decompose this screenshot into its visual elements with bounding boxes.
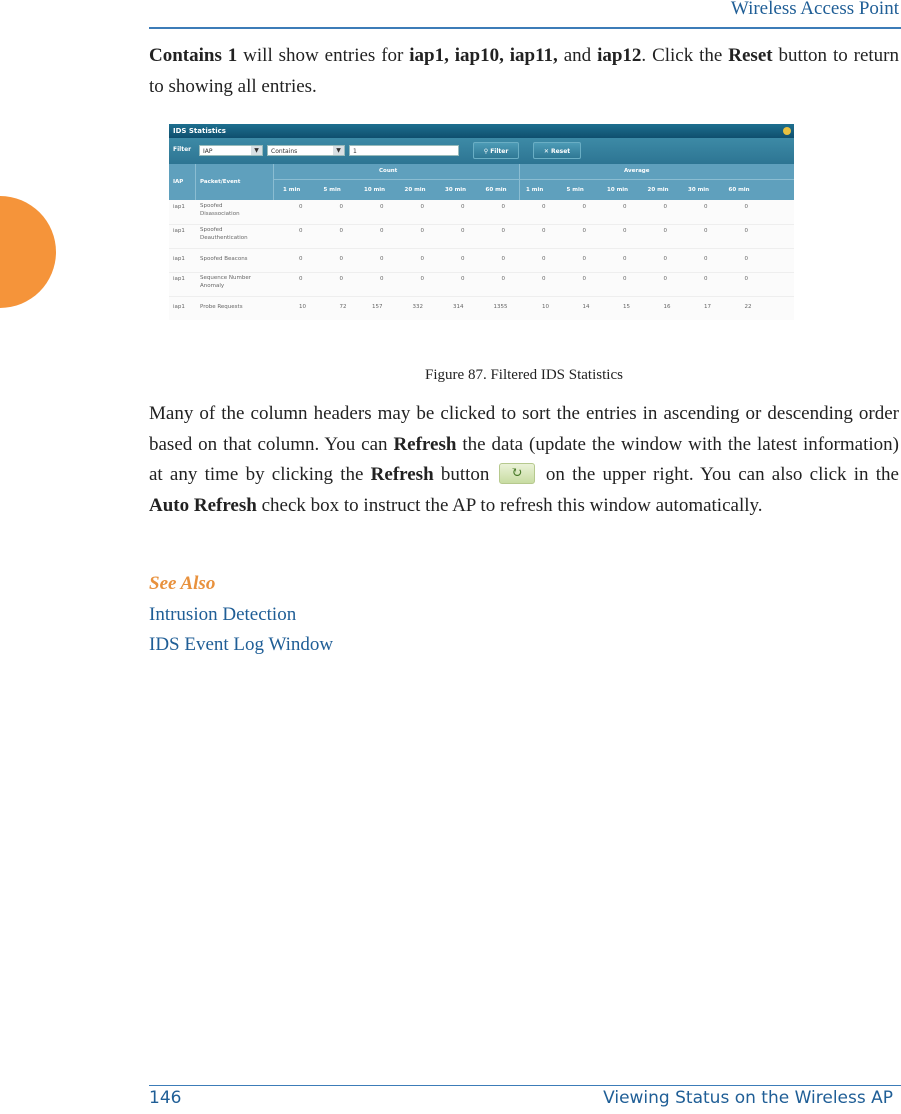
cell-value: 0 [582, 204, 586, 210]
cell-value: 0 [339, 276, 343, 282]
cell-value: 0 [299, 256, 303, 262]
table-row [169, 200, 794, 225]
window-title: IDS Statistics [173, 127, 226, 135]
header-iap[interactable]: IAP [173, 179, 184, 185]
cell-value: 0 [623, 228, 627, 234]
cell-value: 0 [663, 204, 667, 210]
filter-bar [169, 138, 794, 164]
filter-label: Filter [173, 146, 192, 153]
header-count: Count [379, 168, 398, 174]
cell-value: 0 [299, 204, 303, 210]
table-row [169, 272, 794, 297]
cell-event: Sequence Number [200, 275, 251, 281]
cell-value: 0 [704, 276, 708, 282]
filter-value-input[interactable] [349, 145, 459, 156]
header-packet-event[interactable]: Packet/Event [200, 179, 241, 185]
window-titlebar [169, 124, 794, 138]
cell-value: 0 [380, 204, 384, 210]
cell-value: 0 [582, 256, 586, 262]
figure-caption: Figure 87. Filtered IDS Statistics [425, 367, 623, 383]
cell-value: 0 [380, 256, 384, 262]
cell-value: 0 [623, 276, 627, 282]
chevron-down-icon: ▼ [333, 146, 344, 155]
cell-value: 0 [461, 204, 465, 210]
header-interval[interactable]: 60 min [728, 187, 750, 193]
text: will show entries for [237, 45, 410, 66]
bold-contains-1: Contains 1 [149, 45, 238, 66]
cell-value: 0 [461, 228, 465, 234]
cell-value: 0 [339, 256, 343, 262]
text: button [433, 464, 497, 485]
cell-value: 22 [744, 304, 752, 310]
cell-value: 0 [420, 256, 424, 262]
cell-value: 0 [542, 228, 546, 234]
refresh-icon[interactable] [783, 127, 791, 135]
cell-event: Spoofed [200, 203, 223, 209]
table-row [169, 248, 794, 273]
cell-value: 0 [704, 204, 708, 210]
cell-value: 0 [461, 276, 465, 282]
cell-value: 72 [339, 304, 347, 310]
cell-value: 0 [542, 276, 546, 282]
cell-value: 0 [299, 228, 303, 234]
cell-value: 0 [380, 276, 384, 282]
cell-event: Spoofed Beacons [200, 256, 248, 262]
search-icon: ⚲ [483, 148, 491, 155]
table-row [169, 224, 794, 249]
link-ids-event-log-window[interactable]: IDS Event Log Window [149, 634, 334, 655]
header-interval[interactable]: 1 min [283, 187, 301, 193]
cell-value: 15 [623, 304, 630, 310]
cell-event: Deauthentication [200, 235, 248, 241]
header-interval[interactable]: 5 min [566, 187, 584, 193]
cell-value: 1355 [493, 304, 508, 310]
cell-iap: iap1 [173, 256, 185, 262]
running-header-title: Wireless Access Point [730, 0, 899, 19]
cell-iap: iap1 [173, 204, 185, 210]
cell-value: 0 [663, 256, 667, 262]
cell-value: 0 [420, 276, 424, 282]
cell-value: 0 [623, 204, 627, 210]
cell-value: 0 [582, 228, 586, 234]
cell-value: 0 [663, 228, 667, 234]
text: the data (update the window with the latest information) at any time by clicking the [149, 433, 899, 485]
cell-value: 332 [412, 304, 423, 310]
divider [519, 164, 520, 200]
cell-event: Spoofed [200, 227, 223, 233]
cell-value: 314 [453, 304, 464, 310]
chapter-side-tab [0, 196, 56, 308]
header-interval[interactable]: 10 min [364, 187, 386, 193]
cell-value: 0 [501, 256, 505, 262]
intro-paragraph [149, 41, 899, 102]
see-also-heading: See Also [149, 573, 216, 594]
cell-value: 0 [704, 256, 708, 262]
header-interval[interactable]: 1 min [526, 187, 544, 193]
cell-value: 0 [339, 204, 343, 210]
cell-value: 0 [663, 276, 667, 282]
cell-value: 0 [744, 256, 748, 262]
header-interval[interactable]: 5 min [323, 187, 341, 193]
divider [195, 164, 196, 200]
filter-button[interactable] [473, 142, 519, 159]
header-interval[interactable]: 10 min [607, 187, 629, 193]
divider [273, 164, 274, 200]
cell-value: 0 [380, 228, 384, 234]
cell-value: 14 [582, 304, 590, 310]
reset-button[interactable] [533, 142, 581, 159]
cell-value: 0 [542, 204, 546, 210]
cell-value: 0 [501, 276, 505, 282]
cell-value: 10 [299, 304, 306, 310]
cell-value: 0 [704, 228, 708, 234]
cell-value: 10 [542, 304, 549, 310]
cell-iap: iap1 [173, 228, 185, 234]
header-interval[interactable]: 30 min [688, 187, 710, 193]
cell-value: 0 [582, 276, 586, 282]
footer-title: Viewing Status on the Wireless AP [603, 1088, 893, 1108]
ids-statistics-screenshot [169, 124, 794, 320]
table-row [169, 296, 794, 320]
cell-value: 0 [744, 228, 748, 234]
text: on the upper right. You can also click in the [538, 464, 899, 485]
cell-value: 0 [339, 228, 343, 234]
bold-iap12: iap12 [597, 45, 642, 66]
cell-value: 0 [542, 256, 546, 262]
header-average: Average [624, 168, 650, 174]
cell-value: 0 [420, 204, 424, 210]
header-rule [149, 27, 901, 29]
link-intrusion-detection[interactable]: Intrusion Detection [149, 604, 297, 625]
cell-event: Probe Requests [200, 304, 243, 310]
cell-value: 0 [744, 276, 748, 282]
header-interval[interactable]: 30 min [445, 187, 467, 193]
cell-event: Disassociation [200, 211, 240, 217]
cell-iap: iap1 [173, 304, 185, 310]
cell-value: 0 [461, 256, 465, 262]
bold-iap-list: iap1, iap10, iap11, [409, 45, 558, 66]
field-select-value: IAP [203, 148, 213, 155]
bold-auto-refresh: Auto Refresh [149, 494, 257, 516]
cell-value: 17 [704, 304, 711, 310]
header-interval[interactable]: 60 min [485, 187, 507, 193]
table-body [169, 200, 794, 320]
reset-icon: ✕ [543, 148, 551, 155]
filter-value-text: 1 [353, 148, 357, 155]
text: Many of the column headers may be clicked to sort the entries in ascending or descending order based on that column. You can [149, 403, 899, 455]
filter-button-label: Filter [490, 148, 509, 155]
header-interval[interactable]: 20 min [647, 187, 669, 193]
header-interval[interactable]: 20 min [404, 187, 426, 193]
page-number: 146 [149, 1088, 182, 1108]
cell-value: 0 [501, 204, 505, 210]
cell-value: 16 [663, 304, 671, 310]
bold-reset: Reset [728, 45, 773, 66]
text: . Click the [641, 45, 729, 66]
operator-select[interactable] [267, 145, 345, 156]
body-paragraph [149, 399, 899, 521]
refresh-icon: ↻ [510, 466, 523, 481]
field-select[interactable] [199, 145, 263, 156]
cell-event: Anomaly [200, 283, 225, 289]
bold-refresh-button: Refresh [370, 464, 434, 485]
cell-value: 0 [299, 276, 303, 282]
cell-value: 0 [501, 228, 505, 234]
text: and [557, 45, 598, 66]
operator-select-value: Contains [271, 148, 298, 155]
cell-value: 0 [623, 256, 627, 262]
cell-value: 157 [372, 304, 383, 310]
cell-iap: iap1 [173, 276, 185, 282]
text: button to return to showing all entries. [149, 45, 899, 97]
chevron-down-icon: ▼ [251, 146, 262, 155]
bold-refresh: Refresh [393, 433, 457, 455]
refresh-button-icon [499, 463, 535, 484]
footer-rule [149, 1085, 901, 1086]
cell-value: 0 [744, 204, 748, 210]
table-header[interactable] [169, 164, 794, 200]
text: check box to instruct the AP to refresh this window automatically. [256, 494, 763, 516]
cell-value: 0 [420, 228, 424, 234]
divider [273, 179, 794, 180]
reset-button-label: Reset [550, 148, 571, 155]
